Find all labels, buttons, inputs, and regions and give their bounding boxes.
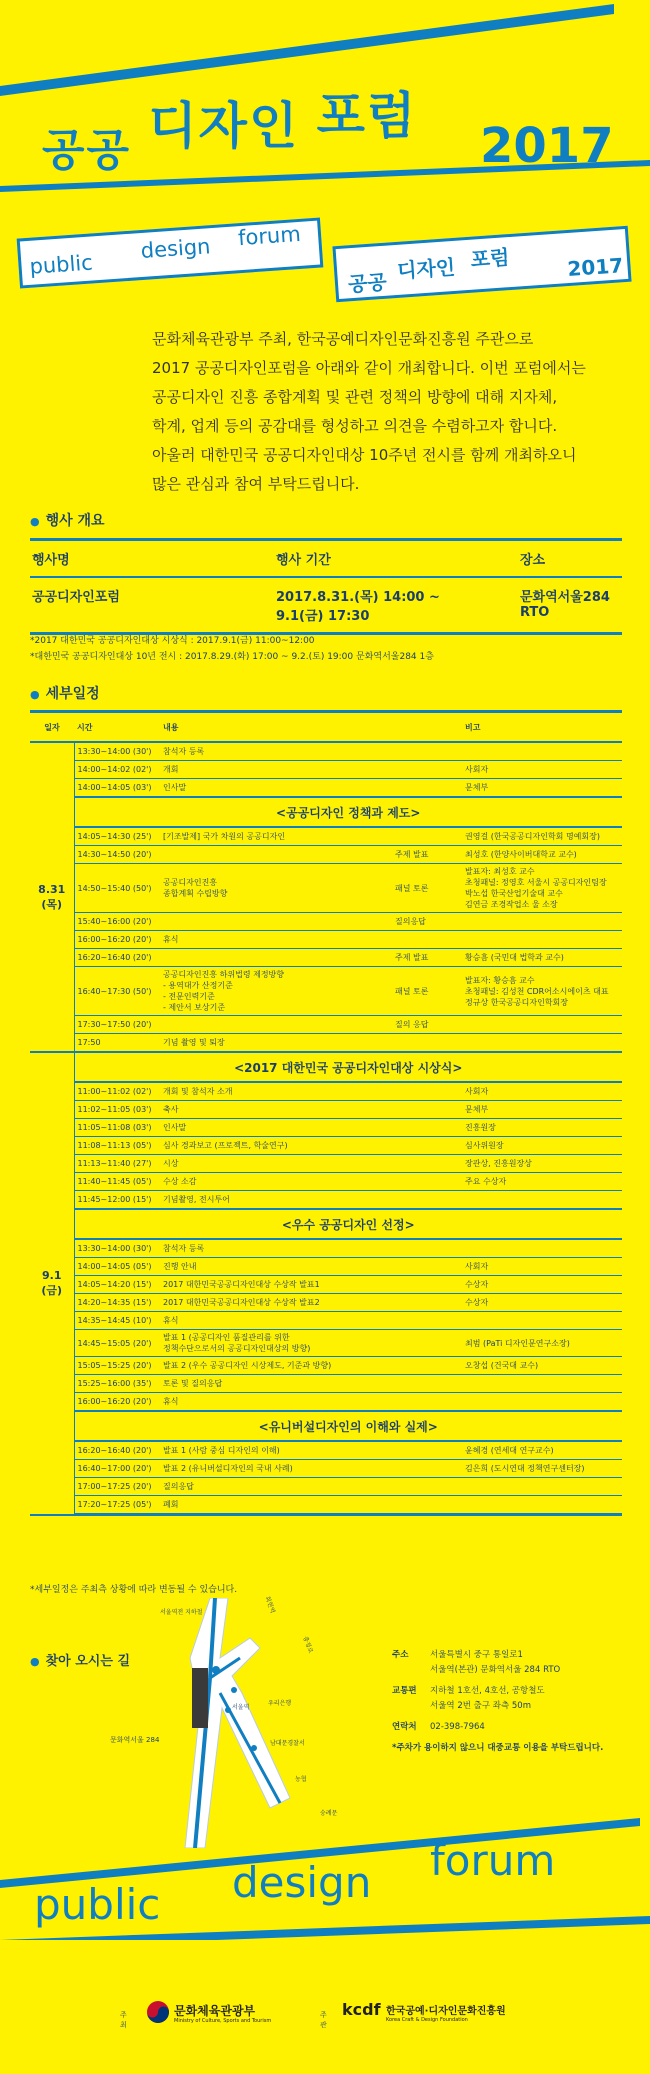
schedule-note	[462, 913, 622, 931]
schedule-row	[30, 742, 622, 761]
schedule-time: 15:40~16:00 (20')	[74, 913, 160, 931]
schedule-content: 발표 1 (공공디자인 품질관리를 위한 정책수단으로서의 공공디자인대상의 방향)	[160, 1330, 392, 1357]
map-label-seoul-station: 서울역	[232, 1704, 250, 1711]
schedule-time: 11:08~11:13 (05')	[74, 1137, 160, 1155]
schedule-time: 14:30~14:50 (20')	[74, 846, 160, 864]
footer-word-forum: forum	[430, 1836, 556, 1885]
schedule-note	[462, 1375, 622, 1393]
schedule-type	[392, 1137, 462, 1155]
schedule-type	[392, 1478, 462, 1496]
schedule-note: 발표자: 황승흠 교수 초청패널: 김성천 CDR어소시에이츠 대표 정규상 한국공공디자인학회장	[462, 967, 622, 1016]
footer-word-public: public	[34, 1880, 161, 1929]
schedule-content: 발표 2 (유니버설디자인의 국내 사례)	[160, 1460, 392, 1478]
schedule-time: 11:00~11:02 (02')	[74, 1082, 160, 1101]
schedule-content: 축사	[160, 1101, 392, 1119]
schedule-time: 13:30~14:00 (30')	[74, 742, 160, 761]
directions-heading: ● 찾아 오시는 길	[30, 1650, 130, 1669]
map-label-culture-station: 문화역서울 284	[110, 1736, 160, 1744]
schedule-type	[392, 1258, 462, 1276]
schedule-type	[392, 827, 462, 846]
schedule-type	[392, 1082, 462, 1101]
footer-word-design: design	[232, 1858, 372, 1907]
directions-info: 주소 서울특별시 중구 통일로1 서울역(본관) 문화역서울 284 RTO 교통편 지하철 1호선, 4호선, 공항철도 서울역 2번 출구 좌측 50m 연락처 02-398-7964 *주차가 용이하지 않으니 대중교통 이용을 부탁드립니다.	[392, 1650, 604, 1753]
schedule-row	[30, 1496, 622, 1515]
schedule-note: 수상자	[462, 1276, 622, 1294]
schedule-note	[462, 1191, 622, 1210]
schedule-content: 2017 대한민국공공디자인대상 수상작 발표1	[160, 1276, 392, 1294]
schedule-content: 개회 및 참석자 소개	[160, 1082, 392, 1101]
schedule-time: 17:20~17:25 (05')	[74, 1496, 160, 1515]
schedule-time: 11:45~12:00 (15')	[74, 1191, 160, 1210]
schedule-content: 참석자 등록	[160, 1239, 392, 1258]
schedule-row	[30, 761, 622, 779]
schedule-row	[30, 827, 622, 846]
schedule-type: 패널 토론	[392, 864, 462, 913]
schedule-note: 황승흠 (국민대 법학과 교수)	[462, 949, 622, 967]
schedule-row	[30, 1119, 622, 1137]
schedule-row	[30, 1155, 622, 1173]
schedule-heading: ● 세부일정	[30, 683, 100, 703]
schedule-note: 심사위원장	[462, 1137, 622, 1155]
schedule-type	[392, 1460, 462, 1478]
schedule-note	[462, 1239, 622, 1258]
schedule-time: 14:35~14:45 (10')	[74, 1312, 160, 1330]
schedule-content: 인사말	[160, 779, 392, 798]
schedule-note: 김은희 (도시연대 정책연구센터장)	[462, 1460, 622, 1478]
schedule-row	[30, 1330, 622, 1357]
schedule-time: 11:13~11:40 (27')	[74, 1155, 160, 1173]
schedule-row	[30, 1393, 622, 1412]
schedule-row	[30, 1239, 622, 1258]
overview-table: 행사명 행사 기간 장소 공공디자인포럼 2017.8.31.(목) 14:00 ~ 9.1(금) 17:30 문화역서울284 RTO	[30, 538, 622, 635]
schedule-type	[392, 1119, 462, 1137]
schedule-time: 14:20~14:35 (15')	[74, 1294, 160, 1312]
map-label-seoul-square: 서울역전 지하철	[160, 1609, 203, 1616]
main-year: 2017	[480, 118, 614, 174]
schedule-section-row	[30, 1411, 622, 1441]
schedule-row	[30, 1137, 622, 1155]
sticker-korean-title: 공공 디자인 포럼 2017	[332, 226, 631, 303]
schedule-time: 16:40~17:30 (50')	[74, 967, 160, 1016]
schedule-row	[30, 1294, 622, 1312]
main-title: 공공 디자인 포럼	[42, 87, 418, 176]
schedule-section-title: <유니버설디자인의 이해와 실제>	[74, 1411, 622, 1441]
map-label-hoehyeon: 회현역	[263, 1595, 277, 1615]
schedule-type	[392, 1496, 462, 1515]
schedule-type	[392, 1191, 462, 1210]
schedule-time: 14:00~14:05 (03')	[74, 779, 160, 798]
schedule-note: 문체부	[462, 779, 622, 798]
schedule-day-cell: 9.1 (금)	[30, 1052, 74, 1515]
schedule-time: 15:05~15:25 (20')	[74, 1357, 160, 1375]
schedule-type	[392, 1312, 462, 1330]
schedule-type	[392, 1294, 462, 1312]
schedule-note: 진흥원장	[462, 1119, 622, 1137]
map-label-sungnyemun: 숭례문	[320, 1810, 338, 1817]
schedule-time: 17:30~17:50 (20')	[74, 1016, 160, 1034]
schedule-section-row	[30, 1209, 622, 1239]
schedule-row	[30, 1478, 622, 1496]
schedule-type: 질의 응답	[392, 1016, 462, 1034]
sticker-public-design-forum: public design forum	[17, 217, 324, 288]
schedule-type	[392, 761, 462, 779]
schedule-content: 기념 촬영 및 퇴장	[160, 1034, 392, 1053]
schedule-type	[392, 931, 462, 949]
schedule-note	[462, 1393, 622, 1412]
schedule-content: 인사말	[160, 1119, 392, 1137]
schedule-content: 공공디자인진흥 하위법령 제정방향 - 용역대가 산정기준 - 전문인력기준 - 제안서 보상기준	[160, 967, 392, 1016]
schedule-row	[30, 1460, 622, 1478]
schedule-time: 16:00~16:20 (20')	[74, 931, 160, 949]
schedule-type	[392, 1276, 462, 1294]
schedule-row	[30, 949, 622, 967]
schedule-type	[392, 1441, 462, 1460]
schedule-content: 공공디자인진흥 종합계획 수립방향	[160, 864, 392, 913]
header-top-stripe	[0, 4, 614, 96]
schedule-day1	[30, 742, 622, 1052]
schedule-time: 14:05~14:20 (15')	[74, 1276, 160, 1294]
schedule-note: 권영걸 (한국공공디자인학회 명예회장)	[462, 827, 622, 846]
schedule-note	[462, 931, 622, 949]
schedule-row	[30, 931, 622, 949]
schedule-row	[30, 1034, 622, 1053]
schedule-row	[30, 864, 622, 913]
schedule-note: 최성호 (한양사이버대학교 교수)	[462, 846, 622, 864]
schedule-note: 발표자: 최성호 교수 초청패널: 정영호 서울시 공공디자인팀장 박노섭 한국산업기술대 교수 김연금 조경작업소 울 소장	[462, 864, 622, 913]
schedule-type: 질의응답	[392, 913, 462, 931]
schedule-content: 개회	[160, 761, 392, 779]
schedule-content: 심사 경과보고 (프로젝트, 학술연구)	[160, 1137, 392, 1155]
schedule-type	[392, 1101, 462, 1119]
schedule-row	[30, 779, 622, 798]
schedule-note: 주요 수상자	[462, 1173, 622, 1191]
schedule-content: 발표 1 (사람 중심 디자인의 이해)	[160, 1441, 392, 1460]
schedule-note: 장관상, 진흥원장상	[462, 1155, 622, 1173]
overview-notes: *2017 대한민국 공공디자인대상 시상식 : 2017.9.1(금) 11:00~12:00 *대한민국 공공디자인대상 10년 전시 : 2017.8.29.(화) 17:00 ~ 9.2.(토) 19:00 문화역서울284 1층	[30, 636, 434, 662]
schedule-type: 주제 발표	[392, 846, 462, 864]
schedule-table: 일자 시간 내용 비고 8.31 (목) 13:30~14:00 (30') 참석자 등록 14:00~14:02 (02') 개회 사회자 14:00~14:05 (03') 인사말 문체부 <공공디자인 정책과 제도> 14:05~14:30 (25') [기조발제] 국가 차원의 공공디자인 권영걸 (한국공공디자인학회 명예회장) 14:30~14:50 (20') 주제 발표 최성호 (한양사이버대학교 교수) 14:50~15:40 (50') 공공디자인진흥 종합계획 수립방향 패널 토론 발표자: 최성호 교수 초청패널: 정영호 서울시 공공디자인팀장 박노섭 한국산업기술대 교수 김연금 조경작업소 울 소장 15:40~16:00 (20') 질의응답 16:00~16:20 (20') 휴식 16:20~16:40 (20') 주제 발표 황승흠 (국민대 법학과 교수) 16:40~17:30 (50') 공공디자인진흥 하위법령 제정방향 - 용역대가 산정기준 - 전문인력기준 - 제안서 보상기준 패널 토론 발표자: 황승흠 교수 초청패널: 김성천 CDR어소시에이츠 대표 정규상 한국공공디자인학회장 17:30~17:50 (20') 질의 응답 17:50 기념 촬영 및 퇴장 9.1 (금) <2017 대한민국 공공디자인대상 시상식> 11:00~11:02 (02') 개회 및 참석자 소개 사회자 11:02~11:05 (03') 축사 문체부 11:05~11:08 (03') 인사말 진흥원장 11:08~11:13 (05') 심사 경과보고 (프로젝트, 학술연구) 심사위원장 11:13~11:40 (27') 시상 장관상, 진흥원장상 11:40~11:45 (05') 수상 소감 주요 수상자 11:45~12:00 (15') 기념촬영, 전시투어 <우수 공공디자인 선정> 13:30~14:00 (30') 참석자 등록 14:00~14:05 (05') 진행 안내 사회자 14:05~14:20 (15') 2017 대한민국공공디자인대상 수상작 발표1 수상자 14:20~14:35 (15') 2017 대한민국공공디자인대상 수상작 발표2 수상자 14:35~14:45 (10') 휴식 14:45~15:05 (20') 발표 1 (공공디자인 품질관리를 위한 정책수단으로서의 공공디자인대상의 방향) 최범 (PaTi 디자인문연구소장) 15:05~15:25 (20') 발표 2 (우수 공공디자인 시상제도, 기준과 방향) 오창섭 (건국대 교수) 15:25~16:00 (35') 토론 및 질의응답 16:00~16:20 (20') 휴식 <유니버설디자인의 이해와 실제> 16:20~16:40 (20') 발표 1 (사람 중심 디자인의 이해) 윤혜경 (연세대 연구교수) 16:40~17:00 (20') 발표 2 (유니버설디자인의 국내 사례) 김은희 (도시연대 정책연구센터장) 17:00~17:25 (20') 질의응답 17:20~17:25 (05') 폐회	[30, 710, 622, 1516]
schedule-note: 수상자	[462, 1294, 622, 1312]
schedule-type	[392, 1393, 462, 1412]
schedule-note	[462, 1016, 622, 1034]
schedule-time: 16:20~16:40 (20')	[74, 949, 160, 967]
schedule-content: 질의응답	[160, 1478, 392, 1496]
schedule-type	[392, 1357, 462, 1375]
schedule-content: 토론 및 질의응답	[160, 1375, 392, 1393]
schedule-content	[160, 913, 392, 931]
schedule-time: 13:30~14:00 (30')	[74, 1239, 160, 1258]
schedule-type	[392, 1034, 462, 1053]
schedule-row	[30, 1276, 622, 1294]
schedule-row	[30, 1258, 622, 1276]
schedule-type: 패널 토론	[392, 967, 462, 1016]
schedule-time: 14:00~14:02 (02')	[74, 761, 160, 779]
map-label-nonghyup: 농협	[295, 1776, 307, 1783]
schedule-row	[30, 846, 622, 864]
schedule-section-title: <공공디자인 정책과 제도>	[74, 797, 622, 827]
map-label-namdaemun: 남대문경찰서	[270, 1740, 305, 1747]
schedule-time: 14:45~15:05 (20')	[74, 1330, 160, 1357]
schedule-type	[392, 1155, 462, 1173]
schedule-row	[30, 1173, 622, 1191]
schedule-time: 15:25~16:00 (35')	[74, 1375, 160, 1393]
schedule-row	[30, 1312, 622, 1330]
schedule-type: 주제 발표	[392, 949, 462, 967]
overview-heading: ● 행사 개요	[30, 510, 105, 530]
schedule-note	[462, 1496, 622, 1515]
schedule-day2	[30, 1052, 622, 1515]
map-label-chungjeongno: 충정로	[301, 1635, 315, 1655]
schedule-note: 사회자	[462, 761, 622, 779]
schedule-note	[462, 1034, 622, 1053]
schedule-note: 오창섭 (건국대 교수)	[462, 1357, 622, 1375]
schedule-type	[392, 1239, 462, 1258]
schedule-content: 기념촬영, 전시투어	[160, 1191, 392, 1210]
schedule-content	[160, 949, 392, 967]
schedule-row	[30, 967, 622, 1016]
schedule-type	[392, 1375, 462, 1393]
schedule-row	[30, 1082, 622, 1101]
schedule-section-row	[30, 797, 622, 827]
schedule-note	[462, 1478, 622, 1496]
schedule-content: 진행 안내	[160, 1258, 392, 1276]
schedule-time: 11:40~11:45 (05')	[74, 1173, 160, 1191]
schedule-footnote: *세부일정은 주최측 상황에 따라 변동될 수 있습니다.	[30, 1585, 238, 1595]
schedule-note: 사회자	[462, 1258, 622, 1276]
schedule-section-title: <2017 대한민국 공공디자인대상 시상식>	[74, 1052, 622, 1082]
kcdf-logo: kcdf	[342, 2000, 381, 2019]
schedule-time: 16:40~17:00 (20')	[74, 1460, 160, 1478]
schedule-content: [기조발제] 국가 차원의 공공디자인	[160, 827, 392, 846]
schedule-row	[30, 1016, 622, 1034]
schedule-time: 14:50~15:40 (50')	[74, 864, 160, 913]
schedule-row	[30, 1101, 622, 1119]
schedule-content: 휴식	[160, 1393, 392, 1412]
schedule-type	[392, 742, 462, 761]
schedule-note: 문체부	[462, 1101, 622, 1119]
schedule-time: 11:05~11:08 (03')	[74, 1119, 160, 1137]
schedule-content: 수상 소감	[160, 1173, 392, 1191]
schedule-time: 17:50	[74, 1034, 160, 1053]
schedule-row	[30, 1357, 622, 1375]
schedule-note: 윤혜경 (연세대 연구교수)	[462, 1441, 622, 1460]
schedule-content: 폐회	[160, 1496, 392, 1515]
taegeuk-logo-icon	[146, 2000, 170, 2024]
intro-paragraph: 문화체육관광부 주최, 한국공예디자인문화진흥원 주관으로 2017 공공디자인포럼을 아래와 같이 개최합니다. 이번 포럼에서는 공공디자인 진흥 종합계획 및 관련 정책의 방향에 대해 지자체, 학계, 업계 등의 공감대를 형성하고 의견을 수렴하고자 합니다. 아울러 대한민국 공공디자인대상 10주년 전시를 함께 개최하오니 많은 관심과 참여 부탁드립니다.	[152, 330, 586, 493]
schedule-content: 휴식	[160, 1312, 392, 1330]
schedule-note: 최범 (PaTi 디자인문연구소장)	[462, 1330, 622, 1357]
schedule-content: 참석자 등록	[160, 742, 392, 761]
schedule-type	[392, 1330, 462, 1357]
schedule-time: 11:02~11:05 (03')	[74, 1101, 160, 1119]
map-label-woori-bank: 우리은행	[268, 1700, 292, 1707]
schedule-type	[392, 1173, 462, 1191]
schedule-content: 발표 2 (우수 공공디자인 시상제도, 기준과 방향)	[160, 1357, 392, 1375]
schedule-content	[160, 1016, 392, 1034]
schedule-time: 16:20~16:40 (20')	[74, 1441, 160, 1460]
schedule-row	[30, 1441, 622, 1460]
schedule-time: 17:00~17:25 (20')	[74, 1478, 160, 1496]
schedule-time: 14:00~14:05 (05')	[74, 1258, 160, 1276]
schedule-note	[462, 742, 622, 761]
schedule-note: 사회자	[462, 1082, 622, 1101]
schedule-row	[30, 1375, 622, 1393]
schedule-row	[30, 1191, 622, 1210]
schedule-row	[30, 913, 622, 931]
schedule-section-row	[30, 1052, 622, 1082]
schedule-time: 14:05~14:30 (25')	[74, 827, 160, 846]
schedule-content: 2017 대한민국공공디자인대상 수상작 발표2	[160, 1294, 392, 1312]
schedule-time: 16:00~16:20 (20')	[74, 1393, 160, 1412]
schedule-day-cell: 8.31 (목)	[30, 742, 74, 1052]
schedule-content: 시상	[160, 1155, 392, 1173]
schedule-type	[392, 779, 462, 798]
schedule-section-title: <우수 공공디자인 선정>	[74, 1209, 622, 1239]
schedule-content	[160, 846, 392, 864]
schedule-content: 휴식	[160, 931, 392, 949]
schedule-note	[462, 1312, 622, 1330]
